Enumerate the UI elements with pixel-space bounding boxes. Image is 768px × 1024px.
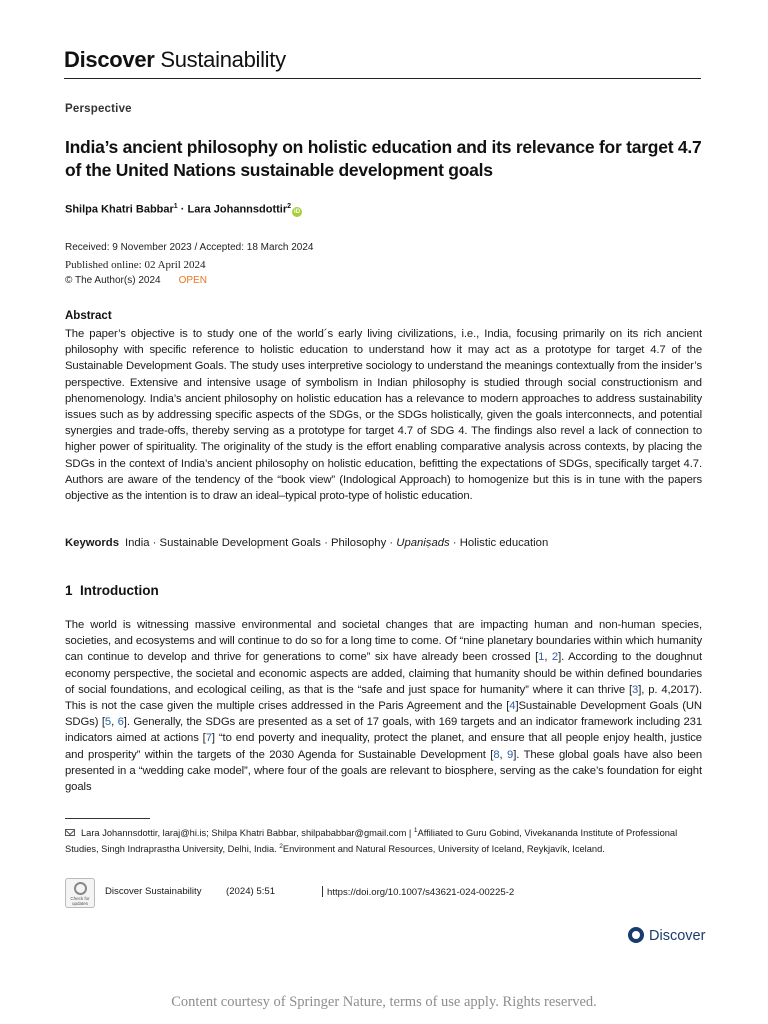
citation-5[interactable]: 5 (104, 716, 112, 729)
author-2[interactable]: Lara Johannsdottir (187, 203, 288, 216)
intro-text: , (111, 716, 118, 729)
section-number: 1 (65, 583, 73, 598)
discover-logo-icon (628, 927, 644, 943)
citation-3[interactable]: 3 (632, 683, 639, 696)
intro-text: , (544, 651, 552, 664)
author-2-affiliation: 2 (287, 203, 292, 210)
keywords-part-1: India · Sustainable Development Goals · Philosophy · (125, 537, 397, 549)
received-accepted: Received: 9 November 2023 / Accepted: 18 March 2024 (65, 242, 314, 253)
open-access-badge: OPEN (178, 275, 207, 286)
doi-link[interactable]: https://doi.org/10.1007/s43621-024-00225-2 (327, 887, 515, 898)
publisher-logo (628, 927, 705, 944)
copyright-line (65, 273, 313, 290)
courtesy-notice: Content courtesy of Springer Nature, terms of use apply. Rights reserved. (171, 994, 597, 1010)
abstract-heading: Abstract (65, 310, 112, 322)
citation-9[interactable]: 9 (507, 748, 514, 761)
footnote-contacts: Lara Johannsdottir, laraj@hi.is; Shilpa Khatri Babbar, shilpababbar@gmail.com | (81, 828, 414, 839)
citation-1[interactable]: 1 (538, 651, 545, 664)
citation-2[interactable]: 2 (551, 651, 559, 664)
intro-text: ]. According to the doughnut economy perspective, the societal and economic aspects are added, claiming that humanity should be within defined boundaries of social foundations, and ecological ceiling, as that is the “safe and just space for humanity” where it can thrive [ (65, 651, 703, 696)
publisher-logo-text: Discover (649, 928, 706, 944)
copyright: © The Author(s) 2024 (65, 275, 161, 286)
keywords-part-3: · Holistic education (449, 537, 549, 549)
citation-8[interactable]: 8 (493, 748, 500, 761)
intro-text: ] “to end poverty and inequality, protect the planet, and ensure that all people enjoy health, justice and prosperity” within the targets of the 2030 Agenda for Sustainable Development [ (65, 732, 702, 761)
article-type: Perspective (65, 103, 132, 115)
footnote-divider (65, 818, 150, 819)
intro-text: ]Sustainable Development Goals (UN SDGs) [ (65, 700, 702, 729)
check-updates-icon (74, 882, 87, 895)
keywords (65, 537, 548, 549)
author-list (65, 203, 302, 217)
check-updates-label: Check for updates (70, 896, 90, 906)
intro-text: ], p. 4,2017). This is not the case given the multiple crises addressed in the Paris Agreement and the [ (65, 683, 702, 713)
article-footer (65, 878, 705, 910)
doi-divider (322, 886, 323, 897)
abstract-text: The paper’s objective is to study one of the world´s early living civilizations, i.e., India, focusing primarily on its rich ancient philosophy with specific reference to holistic education to understand how it may act as a prototype for target 4.7 of the Sustainable Development Goals. The study uses interpretive sociology to understand the meanings contextually from the insider’s perspective. Extensive and intensive usage of symbolism in Indian philosophy is studied through social constructionism and phenomenology. India’s ancient philosophy on holistic education has a relevance to modern approaches to address sustainability issues such as by addressing specific aspects of the SDGs, or the SDGs holistically, given the goals interconnects, and potential synergies and trade-offs, thereby serving as a prototype for target 4.7 of SDG 4. The findings also revel a lack of connection to higher power of spirituality. The originality of the study is the effort enabling comparative analysis across contexts, by placing the SDGs in the context of India’s ancient philosophy on holistic education, befitting the expectations of SDGs, specifically target 4.7. Authors are aware of the tendency of the “book view” (Indological Approach) to homogenize but this is in tune with the papers objective as the intention is to draw an ideal–typical proto-type of holistic education. (65, 328, 702, 503)
footer-doi (322, 886, 514, 898)
author-separator: · (180, 203, 185, 216)
author-1-affiliation: 1 (173, 203, 178, 210)
check-for-updates-badge[interactable] (65, 878, 95, 908)
section-title: Introduction (80, 583, 159, 598)
published-online: Published online: 02 April 2024 (65, 258, 206, 271)
introduction-paragraph (65, 617, 702, 795)
keywords-italic: Upaniṣads (396, 537, 450, 549)
footer-volume: (2024) 5:51 (226, 886, 276, 897)
intro-text: , (499, 748, 508, 761)
section-heading (65, 583, 159, 598)
intro-text: ]. Generally, the SDGs are presented as a set of 17 goals, with 169 targets and an indicator framework including 231 indicators aimed at actions [ (65, 716, 703, 745)
footer-journal: Discover Sustainability (105, 886, 202, 897)
footnote-affiliation-2: Environment and Natural Resources, University of Iceland, Reykjavík, Iceland. (282, 844, 605, 855)
brand-bold: Discover (64, 47, 155, 72)
orcid-icon[interactable]: iD (294, 208, 301, 215)
citation-6[interactable]: 6 (117, 716, 124, 729)
citation-4[interactable]: 4 (509, 700, 516, 713)
correspondence-footnote (65, 824, 705, 856)
citation-7[interactable]: 7 (205, 732, 212, 745)
keywords-label: Keywords (65, 537, 119, 549)
intro-text: The world is witnessing massive environmental and societal changes that are impacting human and non-human species, societies, and ecosystems and will continue to do so for a long time to come. Of “nine planetary boundaries within which humanity can continue to develop and thrive for generations to come” six have already been crossed [ (65, 619, 702, 664)
envelope-icon (65, 829, 75, 836)
footnote-sup-2: 2 (279, 843, 283, 851)
article-title: India’s ancient philosophy on holistic education and its relevance for target 4.7 of the United Nations sustainable development goals (65, 137, 702, 180)
author-1[interactable]: Shilpa Khatri Babbar (65, 203, 174, 216)
publication-dates (65, 240, 313, 290)
brand-rest: Sustainability (160, 47, 286, 72)
journal-brand (64, 46, 701, 74)
intro-text: ]. These global goals have also been presented in a “wedding cake model”, where four of the goals are relevant to biosphere, serving as the cake’s foundation for eight goals (65, 748, 703, 794)
journal-masthead (64, 46, 701, 79)
footnote-affiliation-1: Affiliated to Guru Gobind, Vivekananda Institute of Professional Studies, Singh Indraprastha University, Delhi, India. (65, 828, 678, 855)
footnote-sup-1: 1 (413, 827, 418, 834)
